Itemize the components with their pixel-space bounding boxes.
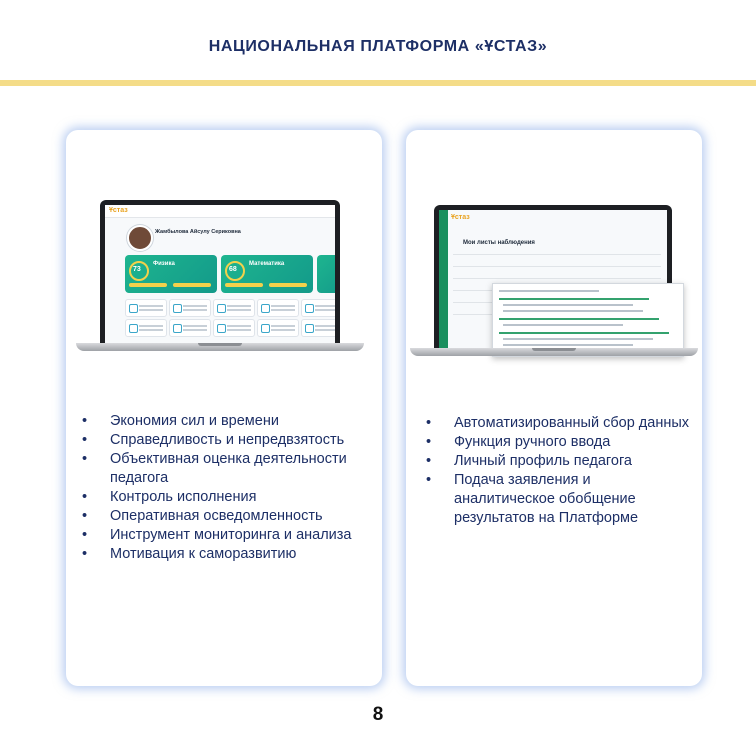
dashboard-screen [105,205,335,343]
tile-bar [269,283,307,287]
tile-bar [129,283,167,287]
screen-topbar [105,205,335,218]
laptop-notch [532,348,576,351]
menu-box [169,299,211,317]
tile-label: Математика [249,261,285,267]
page-number: 8 [372,704,384,725]
list-item: • Инструмент мониторинга и анализа [82,526,378,545]
menu-box [169,319,211,337]
list-item: • Личный профиль педагога [426,452,691,471]
row-divider [453,266,661,267]
row-divider [453,254,661,255]
laptop-notch [198,343,242,346]
menu-box [301,299,335,317]
criteria-popup [492,283,684,357]
row-divider [453,278,661,279]
left-benefits-list [82,412,378,564]
left-feature-card [66,130,382,686]
menu-box [125,299,167,317]
menu-box [257,299,299,317]
popup-line [503,344,633,346]
tile-bar [225,283,263,287]
list-item: • Функция ручного ввода [426,433,691,452]
subject-tile-physics [125,255,217,293]
tile-bar [173,283,211,287]
list-item: • Экономия сил и времени [82,412,378,431]
popup-line [499,290,599,292]
popup-line [503,324,623,326]
right-feature-card [406,130,702,686]
popup-line [499,318,659,320]
subject-tile-math [221,255,313,293]
tile-score: 73 [133,266,141,273]
menu-box [125,319,167,337]
tile-label: Физика [153,261,175,267]
laptop-observation-illustration [408,205,700,360]
list-item: • Мотивация к саморазвитию [82,545,378,564]
user-name: Жамбылова Айсулу Сериковна [155,229,241,235]
list-item: • Объективная оценка деятельности педагога [82,450,378,488]
logo: Ұстаз [451,214,470,221]
accent-divider [0,80,756,86]
laptop-dashboard-illustration [71,200,369,358]
right-features-list [426,414,691,528]
avatar [127,225,153,251]
menu-box [213,299,255,317]
menu-box [257,319,299,337]
popup-line [499,332,669,334]
tile-score: 68 [229,266,237,273]
list-item: • Оперативная осведомленность [82,507,378,526]
list-item: • Контроль исполнения [82,488,378,507]
popup-line [503,338,653,340]
list-item: • Автоматизированный сбор данных [426,414,691,433]
menu-box [301,319,335,337]
page-title: НАЦИОНАЛЬНАЯ ПЛАТФОРМА «ҰСТАЗ» [208,38,548,55]
popup-line [499,298,649,300]
popup-line [503,304,633,306]
side-nav [439,210,448,348]
logo: Ұстаз [109,207,128,214]
list-item: • Подача заявления и аналитическое обобщение результатов на Платформе [426,471,691,528]
screen-heading: Мои листы наблюдения [463,240,535,246]
popup-line [503,310,643,312]
menu-box [213,319,255,337]
subject-tile-partial [317,255,335,293]
list-item: • Справедливость и непредвзятость [82,431,378,450]
